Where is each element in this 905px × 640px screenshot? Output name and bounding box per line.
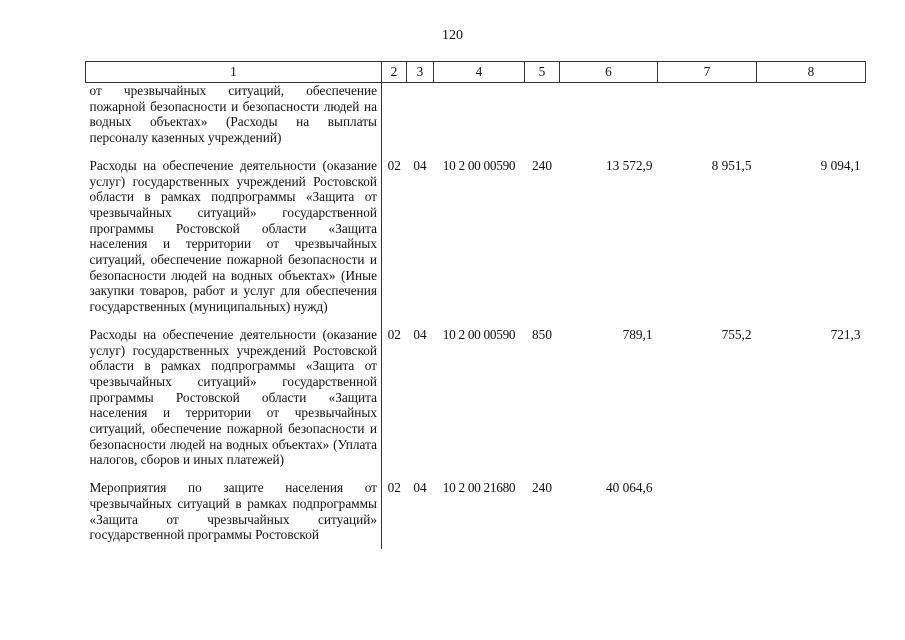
amount-year-3: 9 094,1 (820, 157, 861, 173)
expense-type-code (525, 83, 560, 152)
expense-type-code: 850 (532, 326, 552, 342)
expense-type-code: 240 (532, 480, 552, 496)
expense-type-code: 240 (532, 157, 552, 173)
amount-year-3 (757, 474, 866, 549)
table-row (86, 474, 866, 549)
subsection-code (407, 83, 434, 152)
header-row (86, 62, 866, 83)
expense-name: от чрезвычайных ситуаций, обеспечение пожарной безопасности и безопасности людей на водных объектах» (Расходы на выплаты персоналу казенных учреждений) (86, 83, 382, 152)
column-header-4: 4 (434, 62, 525, 83)
subsection-code: 04 (413, 157, 427, 173)
column-header-1: 1 (86, 62, 382, 83)
amount-year-2: 8 951,5 (711, 157, 752, 173)
table-row (86, 152, 866, 321)
column-header-3: 3 (407, 62, 434, 83)
amount-year-1: 13 572,9 (605, 157, 653, 173)
amount-year-1: 40 064,6 (605, 480, 653, 496)
amount-year-2: 755,2 (721, 326, 752, 342)
amount-year-1 (560, 83, 658, 152)
section-code: 02 (387, 480, 401, 496)
section-code: 02 (387, 157, 401, 173)
expense-name: Расходы на обеспечение деятельности (оказание услуг) государственных учреждений Ростовской области в рамках подпрограммы «Защита от чрезвычайных ситуаций» государственной программы Ростовской области «Защита населения и территории от чрезвычайных ситуаций, обеспечение пожарной безопасности и безопасности людей на водных объектах» (Уплата налогов, сборов и иных платежей) (86, 321, 382, 474)
amount-year-2 (658, 474, 757, 549)
target-article-code: 10 2 00 21680 (442, 480, 516, 496)
table-row (86, 83, 866, 152)
column-header-5: 5 (525, 62, 560, 83)
column-header-7: 7 (658, 62, 757, 83)
section-code (382, 83, 407, 152)
subsection-code: 04 (413, 326, 427, 342)
expense-name: Мероприятия по защите населения от чрезвычайных ситуаций в рамках подпрограммы «Защита от чрезвычайных ситуаций» государственной программы Ростовской (86, 474, 382, 549)
amount-year-3: 721,3 (830, 326, 861, 342)
column-header-2: 2 (382, 62, 407, 83)
page-number: 120 (442, 28, 463, 43)
column-header-6: 6 (560, 62, 658, 83)
target-article-code (434, 83, 525, 152)
subsection-code: 04 (413, 480, 427, 496)
budget-table (85, 61, 866, 549)
section-code: 02 (387, 326, 401, 342)
amount-year-2 (658, 83, 757, 152)
target-article-code: 10 2 00 00590 (442, 157, 516, 173)
column-header-8: 8 (757, 62, 866, 83)
amount-year-3 (757, 83, 866, 152)
table-row (86, 321, 866, 474)
target-article-code: 10 2 00 00590 (442, 326, 516, 342)
amount-year-1: 789,1 (622, 326, 653, 342)
expense-name: Расходы на обеспечение деятельности (оказание услуг) государственных учреждений Ростовской области в рамках подпрограммы «Защита от чрезвычайных ситуаций» государственной программы Ростовской области «Защита населения и территории от чрезвычайных ситуаций, обеспечение пожарной безопасности и безопасности людей на водных объектах» (Иные закупки товаров, работ и услуг для обеспечения государственных (муниципальных) нужд) (86, 152, 382, 321)
